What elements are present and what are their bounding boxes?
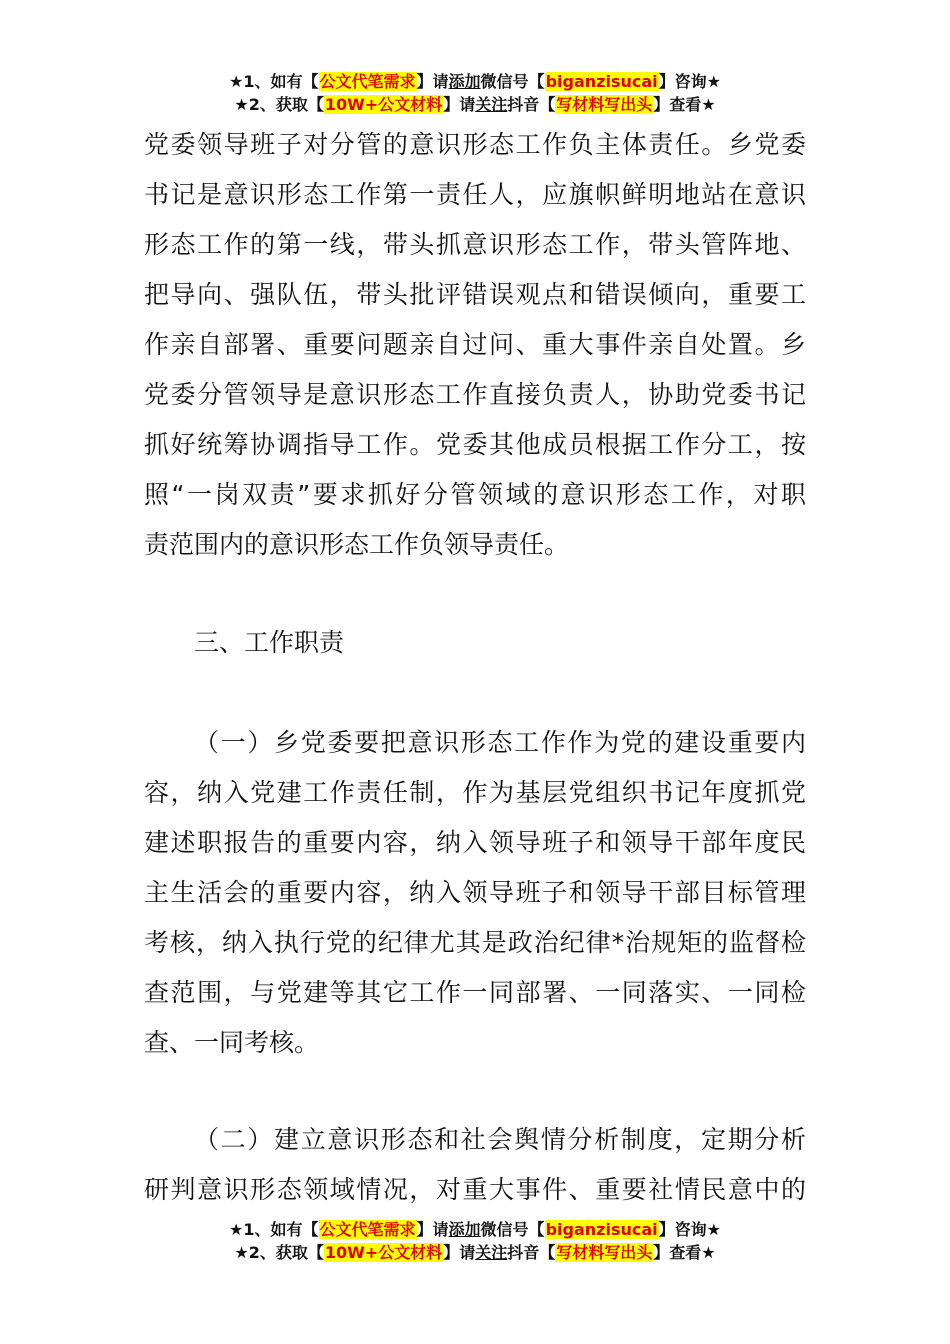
paragraph-duty-2 <box>144 1115 806 1215</box>
paragraph-line: 考核，纳入执行党的纪律尤其是政治纪律*治规矩的监督检 <box>144 928 806 957</box>
paragraph-line: 把导向、强队伍，带头批评错误观点和错误倾向，重要工 <box>144 280 806 309</box>
highlight-materials: 10W+公文材料 <box>324 1243 443 1262</box>
highlight-douyin-account: 写材料写出头 <box>556 95 653 114</box>
banner-line-1: ★1、如有【公文代笔需求】请添加微信号【biganzisucai】咨询★ <box>229 72 721 91</box>
highlight-wechat-id: biganzisucai <box>545 1220 658 1239</box>
footer-banner <box>0 1218 950 1264</box>
paragraph-line: 建述职报告的重要内容，纳入领导班子和领导干部年度民 <box>144 828 806 857</box>
paragraph-line: 容，纳入党建工作责任制，作为基层党组织书记年度抓党 <box>144 778 806 807</box>
paragraph-line: 形态工作的第一线，带头抓意识形态工作，带头管阵地、 <box>144 230 806 259</box>
paragraph-line: 作亲自部署、重要问题亲自过问、重大事件亲自处置。乡 <box>144 330 806 359</box>
highlight-materials: 10W+公文材料 <box>324 95 443 114</box>
banner-line-1: ★1、如有【公文代笔需求】请添加微信号【biganzisucai】咨询★ <box>229 1220 721 1239</box>
paragraph-duty-1 <box>144 718 806 1068</box>
paragraph-line: 责范围内的意识形态工作负领导责任。 <box>144 530 570 559</box>
paragraph-line: 照“一岗双责”要求抓好分管领域的意识形态工作，对职 <box>144 480 806 509</box>
paragraph-responsibility <box>144 120 806 570</box>
paragraph-line: 查、一同考核。 <box>144 1028 320 1057</box>
highlight-douyin-account: 写材料写出头 <box>556 1243 653 1262</box>
highlight-writing-service: 公文代笔需求 <box>319 72 416 91</box>
header-banner <box>0 70 950 116</box>
paragraph-line: （二）建立意识形态和社会舆情分析制度，定期分析 <box>194 1125 806 1154</box>
highlight-writing-service: 公文代笔需求 <box>319 1220 416 1239</box>
banner-line-2: ★2、获取【10W+公文材料】请关注抖音【写材料写出头】查看★ <box>234 1243 716 1262</box>
banner-line-2: ★2、获取【10W+公文材料】请关注抖音【写材料写出头】查看★ <box>234 95 716 114</box>
highlight-wechat-id: biganzisucai <box>545 72 658 91</box>
paragraph-line: 主生活会的重要内容，纳入领导班子和领导干部目标管理 <box>144 878 806 907</box>
paragraph-line: 书记是意识形态工作第一责任人，应旗帜鲜明地站在意识 <box>144 180 806 209</box>
section-heading: 三、工作职责 <box>194 628 345 657</box>
paragraph-line: （一）乡党委要把意识形态工作作为党的建设重要内 <box>194 728 806 757</box>
paragraph-line: 党委领导班子对分管的意识形态工作负主体责任。乡党委 <box>144 130 806 159</box>
paragraph-line: 研判意识形态领域情况，对重大事件、重要社情民意中的 <box>144 1175 806 1204</box>
paragraph-line: 党委分管领导是意识形态工作直接负责人，协助党委书记 <box>144 380 806 409</box>
paragraph-line: 抓好统筹协调指导工作。党委其他成员根据工作分工，按 <box>144 430 806 459</box>
paragraph-line: 查范围，与党建等其它工作一同部署、一同落实、一同检 <box>144 978 806 1007</box>
